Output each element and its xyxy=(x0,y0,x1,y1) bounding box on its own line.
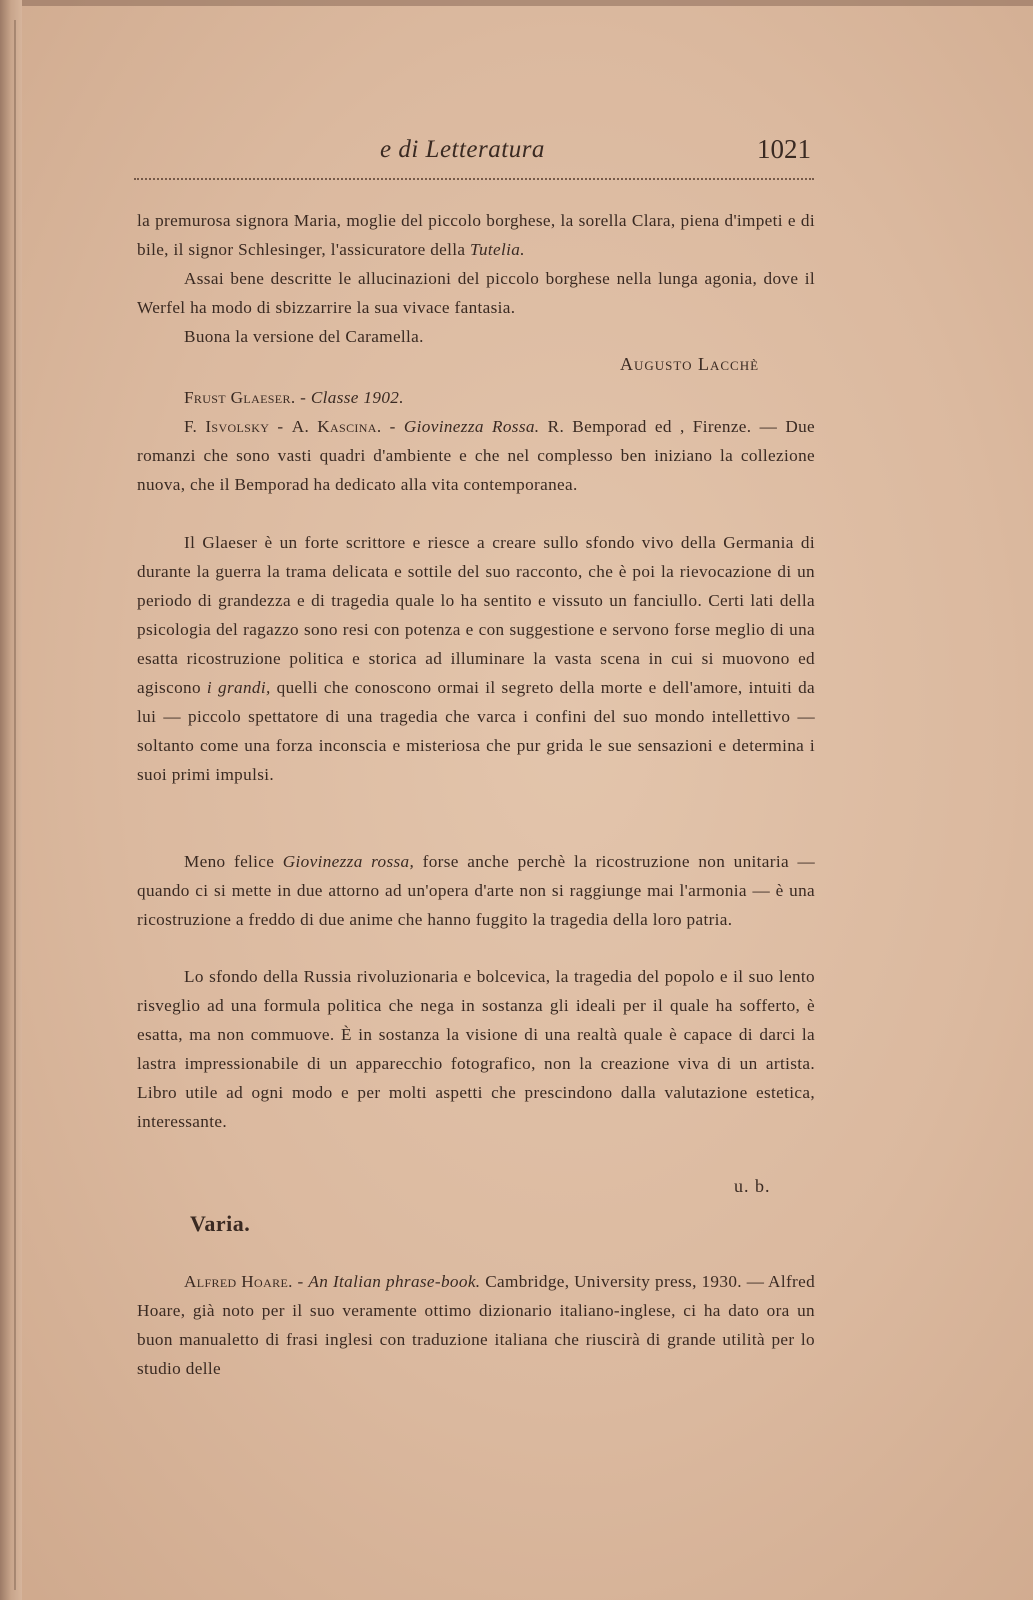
section-heading-varia: Varia. xyxy=(190,1211,251,1236)
review2-paragraph-russia: Lo sfondo della Russia rivoluzionaria e bolcevica, la tragedia del popolo e il suo lento risveglio ad una formula politica che nega in sostanza gli ideali per il quale ha sofferto, è esatta, ma non commuove. È in sostanza la visione di una realtà quale è capace di darci la lastra impressionabile di un apparecchio fotografico, non la creazione viva di un artista. Libro utile ad ogni modo e per molti aspetti che prescindono dalla valutazione estetica, interessante. xyxy=(137,967,815,1131)
review2-paragraph-giovinezza: Meno felice Giovinezza rossa, forse anche perchè la ricostruzione non unitaria — quando ci si mette in due attorno ad un'opera d'arte non si raggiunge mai l'armonia — è una ricostruzione a freddo di due anime che hanno fuggito la tragedia della loro patria. xyxy=(137,852,815,929)
review2-entry-1: Frust Glaeser. - Classe 1902. xyxy=(184,388,404,407)
review1-signature: Augusto Lacchè xyxy=(620,354,760,374)
running-title: e di Letteratura xyxy=(380,136,545,163)
review2-paragraph-glaeser: Il Glaeser è un forte scrittore e riesce a creare sullo sfondo vivo della Germania di durante la guerra la trama delicata e sottile del suo racconto, che è poi la rievocazione di un periodo di grandezza e di tragedia quale lo ha sentito e vissuto un fanciullo. Certi lati della psicologia del ragazzo sono resi con potenza e con suggestione e servono forse meglio di una esatta ricostruzione politica e storica ad illuminare la vasta scena in cui si muovono ed agiscono i grandi, quelli che conoscono ormai il segreto della morte e dell'amore, intuiti da lui — piccolo spettatore di una tragedia che varca i confini del suo mondo intellettivo — soltanto come una forza inconscia e misteriosa che pur grida le sue sensazioni e determina i suoi primi impulsi. xyxy=(137,533,816,784)
review2-entry-2: F. Isvolsky - A. Kascina. - Giovinezza Rossa. R. Bemporad ed , Firenze. — Due romanzi che sono vasti quadri d'ambiente e che nel complesso ben iniziano la collezione nuova, che il Bemporad ha dedicato alla vita contemporanea. xyxy=(137,417,816,494)
review1-paragraph-1: la premurosa signora Maria, moglie del piccolo borghese, la sorella Clara, piena d'impeti e di bile, il signor Schlesinger, l'assicuratore della Tutelia. xyxy=(137,211,815,259)
binding-edge xyxy=(0,0,22,1600)
binding-line xyxy=(14,20,16,1590)
review1-paragraph-2: Assai bene descritte le allucinazioni del piccolo borghese nella lunga agonia, dove il Werfel ha modo di sbizzarrire la sua vivace fantasia. xyxy=(137,269,815,317)
page-top-edge xyxy=(0,0,1033,6)
header-rule xyxy=(134,178,814,180)
review2-signature: u. b. xyxy=(734,1176,771,1196)
review1-paragraph-3: Buona la versione del Caramella. xyxy=(184,327,424,346)
page-number: 1021 xyxy=(757,134,811,164)
page-header xyxy=(135,132,815,168)
varia-entry: Alfred Hoare. - An Italian phrase-book. Cambridge, University press, 1930. — Alfred Hoare, già noto per il suo veramente ottimo dizionario italiano-inglese, ci ha dato ora un buon manualetto di frasi inglesi con traduzione italiana che riuscirà di grande utilità per lo studio delle xyxy=(137,1272,816,1378)
